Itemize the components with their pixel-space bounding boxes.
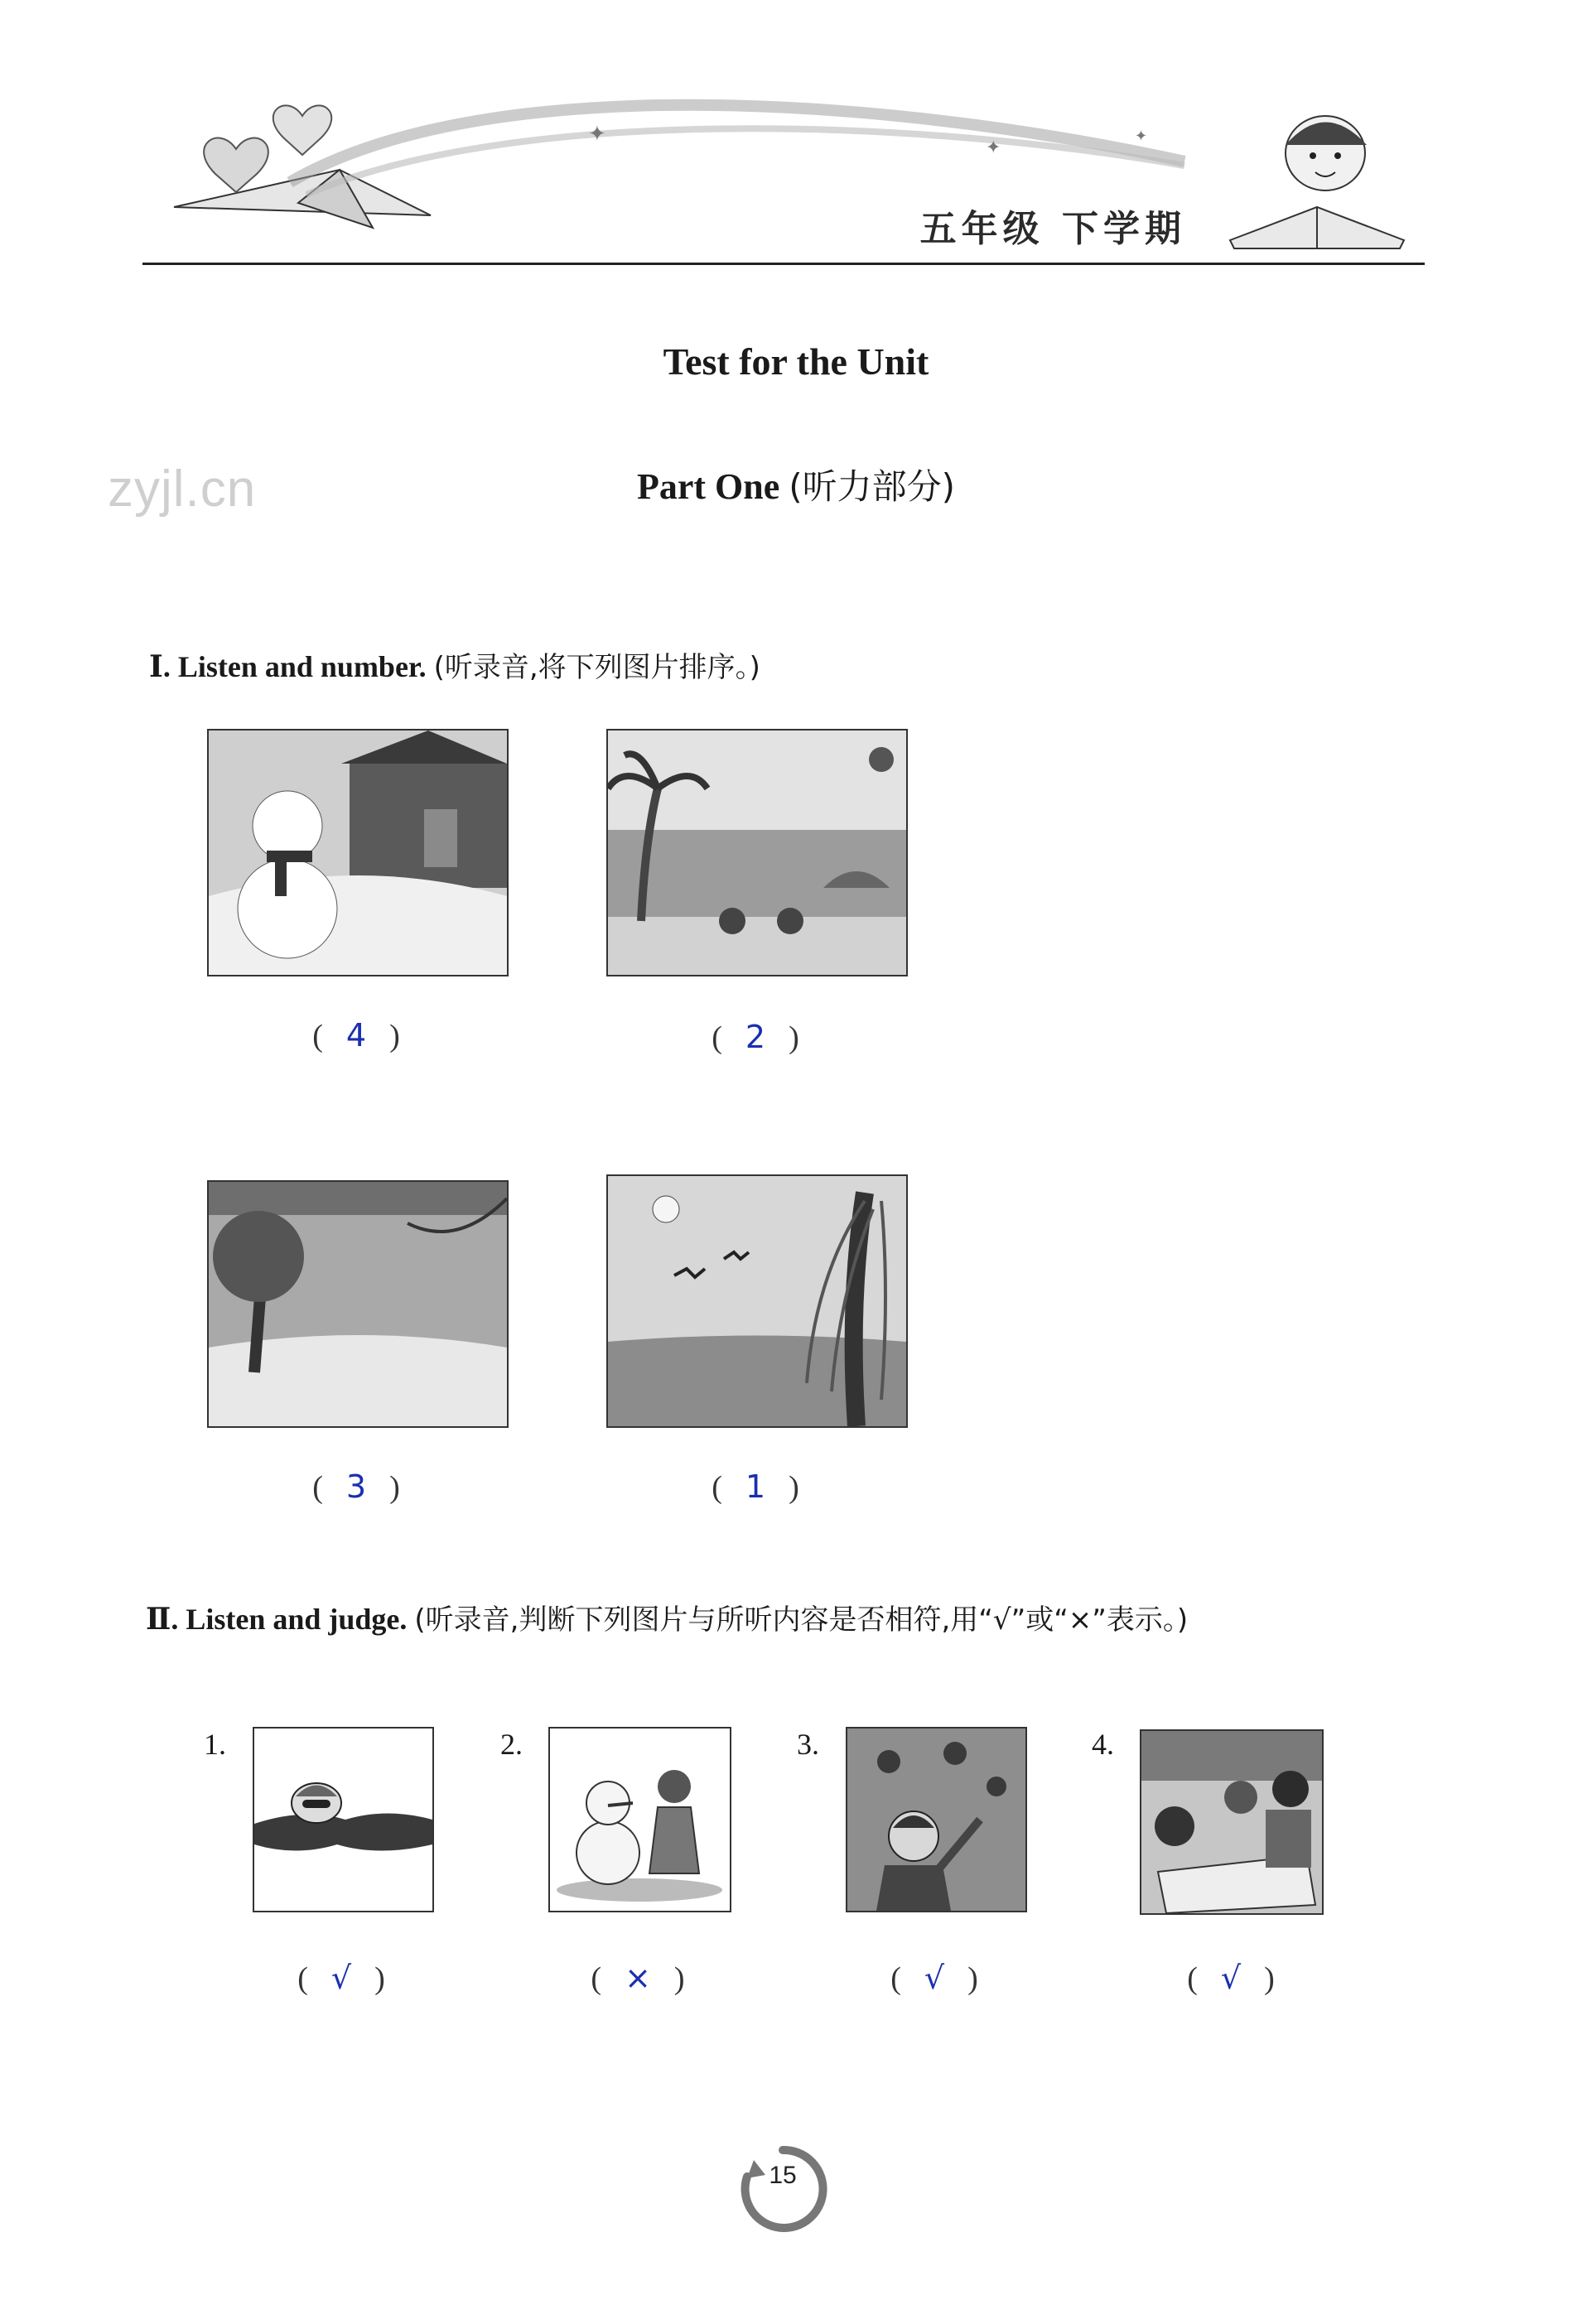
judge-answer-2 — [563, 1960, 712, 1997]
header-divider — [142, 263, 1425, 265]
answer-value: × — [625, 1960, 651, 1996]
paren-close: ) — [789, 1470, 799, 1505]
paren-open: ( — [712, 1020, 722, 1055]
judge-answer-1 — [267, 1960, 416, 1997]
swimming-boy-picture — [253, 1727, 434, 1912]
beach-summer-picture — [606, 729, 908, 976]
paren-close: ) — [967, 1961, 978, 1996]
page-title: Test for the Unit — [663, 340, 929, 383]
part-title-en: Part One — [636, 466, 780, 507]
paren-open: ( — [312, 1470, 323, 1505]
question-number: 2. — [500, 1728, 523, 1761]
answer-value: 4 — [345, 1017, 367, 1054]
question-number: 4. — [1092, 1728, 1114, 1761]
judge-answer-4 — [1156, 1960, 1305, 1997]
paren-close: ) — [374, 1961, 385, 1996]
paren-open: ( — [297, 1961, 308, 1996]
part-title-cn: (听力部分) — [789, 466, 956, 507]
paren-open: ( — [591, 1961, 602, 1996]
paren-close: ) — [1264, 1961, 1275, 1996]
answer-item-1 — [282, 1017, 431, 1054]
watermark: zyjl.cn — [108, 460, 257, 518]
section2-heading — [146, 1597, 1188, 1637]
spring-willow-picture — [606, 1174, 908, 1428]
answer-item-3 — [282, 1468, 431, 1506]
svg-text:✦: ✦ — [986, 137, 1001, 157]
paren-close: ) — [673, 1961, 685, 1996]
paren-close: ) — [789, 1020, 799, 1055]
question-number: 3. — [797, 1728, 819, 1761]
paren-close: ) — [389, 1470, 400, 1505]
section2-heading-cn: (听录音,判断下列图片与所听内容是否相符,用“√”或“×”表示。) — [414, 1603, 1189, 1637]
section1-heading — [149, 644, 760, 685]
answer-value: √ — [924, 1960, 945, 1996]
answer-value: 2 — [745, 1019, 766, 1055]
section1-heading-cn: (听录音,将下列图片排序。) — [433, 651, 760, 684]
paren-open: ( — [712, 1470, 722, 1505]
windy-autumn-picture — [207, 1180, 509, 1428]
part-title — [0, 460, 1592, 509]
answer-value: 1 — [745, 1468, 766, 1505]
answer-value: 3 — [345, 1468, 367, 1505]
section2-heading-en: . Listen and judge. — [171, 1603, 408, 1636]
paren-open: ( — [1187, 1961, 1198, 1996]
family-picnic-picture — [1140, 1729, 1324, 1915]
section1-heading-en: . Listen and number. — [162, 650, 427, 683]
section2-numeral: Ⅱ — [146, 1603, 171, 1636]
svg-text:✦: ✦ — [1135, 128, 1148, 144]
section1-numeral: Ⅰ — [149, 650, 163, 683]
paren-close: ) — [389, 1019, 400, 1054]
header-decoration — [157, 83, 1441, 257]
answer-item-2 — [681, 1019, 830, 1056]
snowman-winter-picture — [207, 729, 509, 976]
svg-text:✦: ✦ — [588, 122, 606, 146]
judge-answer-3 — [860, 1960, 1009, 1997]
page-number: 15 — [769, 2162, 797, 2189]
answer-value: √ — [1220, 1960, 1242, 1996]
question-number: 1. — [204, 1728, 226, 1761]
answer-value: √ — [330, 1960, 352, 1996]
girl-building-snowman-picture — [548, 1727, 731, 1912]
grade-label: 五年级 下学期 — [919, 208, 1186, 250]
answer-item-4 — [681, 1468, 830, 1506]
boy-picking-apples-picture — [846, 1727, 1027, 1912]
paren-open: ( — [890, 1961, 901, 1996]
paren-open: ( — [312, 1019, 323, 1054]
